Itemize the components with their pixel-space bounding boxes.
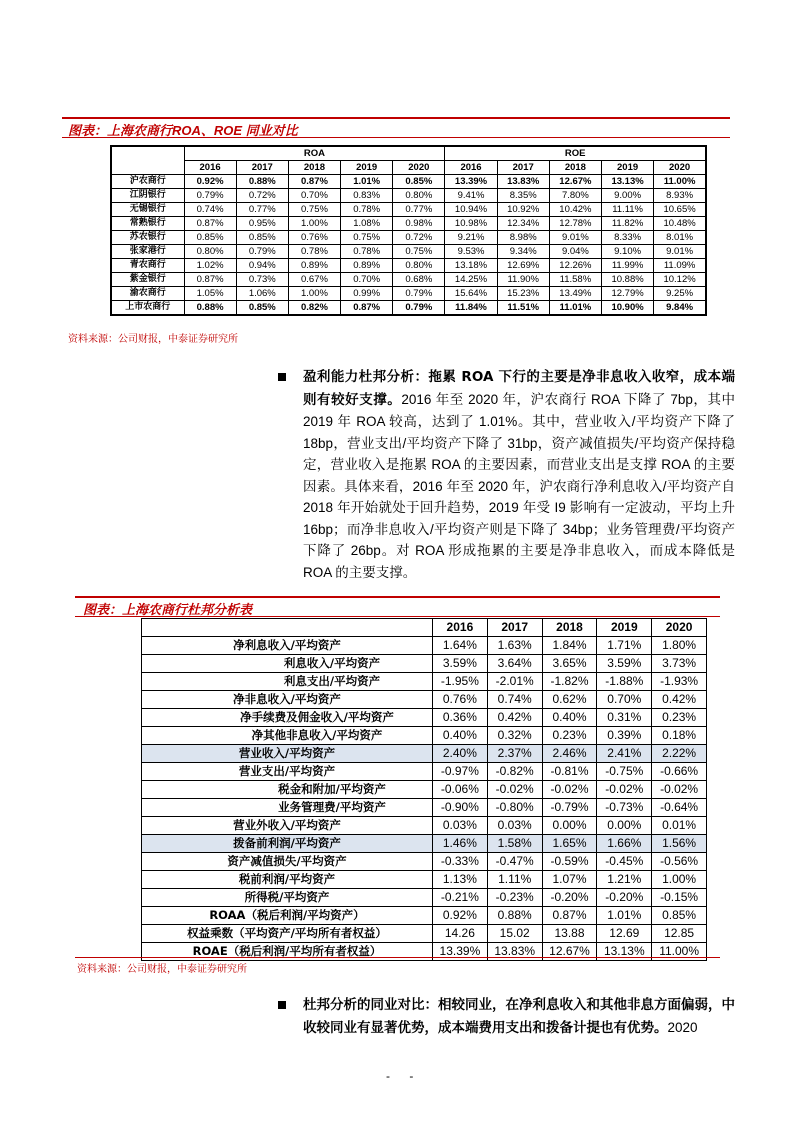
roa-value: 0.79% xyxy=(236,245,288,259)
roa-value: 0.72% xyxy=(393,231,445,245)
table-row xyxy=(111,175,706,189)
roe-value: 8.35% xyxy=(497,189,549,203)
metric-value: 1.07% xyxy=(542,871,597,889)
roa-value: 0.87% xyxy=(288,175,340,189)
roe-value: 11.00% xyxy=(654,175,706,189)
metric-value: 3.64% xyxy=(487,655,542,673)
roa-value: 0.75% xyxy=(393,245,445,259)
metric-value: -0.06% xyxy=(433,781,488,799)
bank-name: 张家港行 xyxy=(111,245,184,259)
metric-value: 0.76% xyxy=(433,691,488,709)
paragraph-dupont-analysis xyxy=(303,366,735,583)
paragraph-lead: 杜邦分析的同业对比：相较同业，在净利息收入和其他非息方面偏弱，中收较同业有显著优势，成本端费用支出和拨备计提也有优势。 xyxy=(303,997,735,1036)
roe-value: 9.21% xyxy=(445,231,497,245)
roa-value: 0.79% xyxy=(393,301,445,316)
metric-value: -0.02% xyxy=(597,781,652,799)
bullet-icon xyxy=(278,373,286,381)
roe-value: 9.04% xyxy=(549,245,601,259)
metric-value: 1.65% xyxy=(542,835,597,853)
roa-value: 0.87% xyxy=(184,273,236,287)
roa-value: 1.00% xyxy=(288,287,340,301)
metric-value: 1.80% xyxy=(652,637,707,655)
year-header-row xyxy=(111,161,706,175)
dupont-analysis-table xyxy=(141,618,707,961)
metric-value: -0.47% xyxy=(487,853,542,871)
metric-value: -0.59% xyxy=(542,853,597,871)
roa-value: 1.00% xyxy=(288,217,340,231)
roa-value: 0.78% xyxy=(341,203,393,217)
metric-value: 2.40% xyxy=(433,745,488,763)
metric-value: 1.71% xyxy=(597,637,652,655)
roa-value: 0.76% xyxy=(288,231,340,245)
roa-value: 0.67% xyxy=(288,273,340,287)
roe-value: 15.23% xyxy=(497,287,549,301)
metric-value: -0.45% xyxy=(597,853,652,871)
metric-value: -2.01% xyxy=(487,673,542,691)
metric-value: 13.88 xyxy=(542,925,597,943)
roa-value: 0.80% xyxy=(184,245,236,259)
divider xyxy=(75,957,720,958)
metric-value: 1.64% xyxy=(433,637,488,655)
year-header: 2016 xyxy=(445,161,497,175)
metric-value: -0.73% xyxy=(597,799,652,817)
table-row xyxy=(142,727,707,745)
metric-value: 1.46% xyxy=(433,835,488,853)
year-header: 2018 xyxy=(549,161,601,175)
table-row xyxy=(142,763,707,781)
roe-value: 11.51% xyxy=(497,301,549,316)
metric-label: 营业支出/平均资产 xyxy=(142,763,433,781)
metric-label: 资产减值损失/平均资产 xyxy=(142,853,433,871)
roa-value: 0.88% xyxy=(236,175,288,189)
table-row xyxy=(111,231,706,245)
roe-value: 11.84% xyxy=(445,301,497,316)
roa-value: 0.77% xyxy=(236,203,288,217)
bank-name: 青农商行 xyxy=(111,259,184,273)
metric-value: 0.70% xyxy=(597,691,652,709)
metric-value: 0.23% xyxy=(542,727,597,745)
group-header-roe: ROE xyxy=(445,146,706,161)
year-header: 2017 xyxy=(236,161,288,175)
metric-value: 0.36% xyxy=(433,709,488,727)
metric-value: 2.41% xyxy=(597,745,652,763)
figure1-source: 资料来源：公司财报，中泰证券研究所 xyxy=(68,334,238,345)
bank-name: 沪农商行 xyxy=(111,175,184,189)
metric-value: 0.88% xyxy=(487,907,542,925)
roe-value: 9.10% xyxy=(602,245,654,259)
table-row xyxy=(142,871,707,889)
bank-name: 苏农银行 xyxy=(111,231,184,245)
roe-value: 11.01% xyxy=(549,301,601,316)
roa-value: 0.83% xyxy=(341,189,393,203)
metric-value: -0.75% xyxy=(597,763,652,781)
roa-value: 0.89% xyxy=(341,259,393,273)
roe-value: 11.99% xyxy=(602,259,654,273)
table-row xyxy=(142,799,707,817)
metric-value: 0.32% xyxy=(487,727,542,745)
metric-value: -0.66% xyxy=(652,763,707,781)
metric-value: 0.18% xyxy=(652,727,707,745)
metric-value: -0.90% xyxy=(433,799,488,817)
roa-value: 0.92% xyxy=(184,175,236,189)
metric-label: 权益乘数（平均资产/平均所有者权益） xyxy=(142,925,433,943)
metric-label: 税金和附加/平均资产 xyxy=(142,781,433,799)
roa-value: 1.05% xyxy=(184,287,236,301)
corner-cell xyxy=(142,619,433,637)
roe-value: 10.98% xyxy=(445,217,497,231)
metric-value: 1.56% xyxy=(652,835,707,853)
metric-label: 净手续费及佣金收入/平均资产 xyxy=(142,709,433,727)
table-row xyxy=(111,273,706,287)
metric-value: -0.97% xyxy=(433,763,488,781)
metric-value: -0.80% xyxy=(487,799,542,817)
metric-value: 2.22% xyxy=(652,745,707,763)
table-row xyxy=(111,259,706,273)
roa-value: 0.68% xyxy=(393,273,445,287)
metric-value: 2.37% xyxy=(487,745,542,763)
bank-name: 紫金银行 xyxy=(111,273,184,287)
metric-label: 净利息收入/平均资产 xyxy=(142,637,433,655)
metric-value: 3.73% xyxy=(652,655,707,673)
year-header: 2020 xyxy=(652,619,707,637)
year-header: 2018 xyxy=(288,161,340,175)
metric-value: 1.63% xyxy=(487,637,542,655)
roe-value: 13.13% xyxy=(602,175,654,189)
table-row xyxy=(142,889,707,907)
roa-value: 0.87% xyxy=(341,301,393,316)
roa-roe-peer-table xyxy=(110,145,707,316)
metric-value: 0.23% xyxy=(652,709,707,727)
roa-value: 0.89% xyxy=(288,259,340,273)
table-row xyxy=(142,673,707,691)
metric-label: 营业外收入/平均资产 xyxy=(142,817,433,835)
metric-value: 15.02 xyxy=(487,925,542,943)
roe-value: 11.90% xyxy=(497,273,549,287)
roa-value: 0.85% xyxy=(184,231,236,245)
roe-value: 12.79% xyxy=(602,287,654,301)
roe-value: 9.84% xyxy=(654,301,706,316)
roa-value: 0.87% xyxy=(184,217,236,231)
table-row xyxy=(142,637,707,655)
divider xyxy=(75,616,720,617)
roe-value: 9.25% xyxy=(654,287,706,301)
table-row xyxy=(142,817,707,835)
year-header: 2020 xyxy=(654,161,706,175)
table-row xyxy=(111,189,706,203)
divider xyxy=(62,137,730,138)
metric-value: 0.40% xyxy=(433,727,488,745)
metric-value: 12.69 xyxy=(597,925,652,943)
metric-value: 0.62% xyxy=(542,691,597,709)
metric-value: 0.92% xyxy=(433,907,488,925)
roe-value: 9.01% xyxy=(549,231,601,245)
year-header: 2017 xyxy=(497,161,549,175)
metric-value: 1.58% xyxy=(487,835,542,853)
metric-value: 2.46% xyxy=(542,745,597,763)
metric-label: 拨备前利润/平均资产 xyxy=(142,835,433,853)
roa-value: 0.94% xyxy=(236,259,288,273)
table-row xyxy=(111,301,706,316)
table-row xyxy=(142,655,707,673)
roe-value: 9.01% xyxy=(654,245,706,259)
metric-value: -0.20% xyxy=(597,889,652,907)
metric-value: 14.26 xyxy=(433,925,488,943)
table-row xyxy=(111,217,706,231)
roe-value: 11.58% xyxy=(549,273,601,287)
roa-value: 0.79% xyxy=(184,189,236,203)
metric-label: 净其他非息收入/平均资产 xyxy=(142,727,433,745)
metric-label: 业务管理费/平均资产 xyxy=(142,799,433,817)
table-row xyxy=(142,835,707,853)
metric-value: 1.00% xyxy=(652,871,707,889)
roe-value: 10.88% xyxy=(602,273,654,287)
roe-value: 10.42% xyxy=(549,203,601,217)
bullet-icon xyxy=(278,1001,286,1009)
roe-value: 10.48% xyxy=(654,217,706,231)
metric-value: 13.13% xyxy=(597,943,652,961)
year-header: 2019 xyxy=(341,161,393,175)
bank-name: 上市农商行 xyxy=(111,301,184,316)
roa-value: 0.88% xyxy=(184,301,236,316)
metric-value: 1.01% xyxy=(597,907,652,925)
roa-value: 0.70% xyxy=(341,273,393,287)
metric-value: -0.02% xyxy=(542,781,597,799)
roa-value: 1.01% xyxy=(341,175,393,189)
roe-value: 12.78% xyxy=(549,217,601,231)
metric-value: 1.66% xyxy=(597,835,652,853)
roe-value: 13.18% xyxy=(445,259,497,273)
group-header-roa: ROA xyxy=(184,146,445,161)
roa-value: 0.73% xyxy=(236,273,288,287)
roa-value: 0.85% xyxy=(236,231,288,245)
divider xyxy=(62,117,730,119)
table-row xyxy=(142,781,707,799)
roe-value: 15.64% xyxy=(445,287,497,301)
metric-value: 1.21% xyxy=(597,871,652,889)
metric-label: ROAE（税后利润/平均所有者权益） xyxy=(142,943,433,961)
roe-value: 11.82% xyxy=(602,217,654,231)
metric-value: -0.23% xyxy=(487,889,542,907)
roa-value: 0.78% xyxy=(288,245,340,259)
roe-value: 14.25% xyxy=(445,273,497,287)
table-row xyxy=(111,203,706,217)
metric-value: 0.31% xyxy=(597,709,652,727)
roe-value: 8.98% xyxy=(497,231,549,245)
roa-value: 0.95% xyxy=(236,217,288,231)
roe-value: 9.41% xyxy=(445,189,497,203)
roe-value: 12.69% xyxy=(497,259,549,273)
table-row xyxy=(142,907,707,925)
metric-value: 12.85 xyxy=(652,925,707,943)
table-row xyxy=(142,709,707,727)
metric-label: 利息支出/平均资产 xyxy=(142,673,433,691)
metric-value: -0.64% xyxy=(652,799,707,817)
paragraph-body: 2016 年至 2020 年，沪农商行 ROA 下降了 7bp，其中 2019 年 ROA 较高，达到了 1.01%。其中，营业收入/平均资产下降了 18bp，营业支出/平均资产下降了 31bp，资产减值损失/平均资产保持稳定，营业收入是拖累 ROA 的主要因素，而营业支出是支撑 ROA 的主要因素。具体来看，2016 年至 2020 年，沪农商行净利息收入/平均资产自 2018 年开始就处于回升趋势，2019 年受 I9 影响有一定波动，平均上升 16bp；而净非息收入/平均资产则是下降了 34bp；业务管理费/平均资产下降了 26bp。对 ROA 形成拖累的主要是净非息收入，而成本降低是 ROA 的主要支撑。 xyxy=(303,391,736,580)
table-row xyxy=(142,853,707,871)
roe-value: 10.92% xyxy=(497,203,549,217)
metric-value: 1.84% xyxy=(542,637,597,655)
roe-value: 9.53% xyxy=(445,245,497,259)
roa-value: 1.06% xyxy=(236,287,288,301)
metric-value: 13.83% xyxy=(487,943,542,961)
roe-value: 10.94% xyxy=(445,203,497,217)
roa-value: 1.02% xyxy=(184,259,236,273)
roa-value: 0.85% xyxy=(236,301,288,316)
roa-value: 0.82% xyxy=(288,301,340,316)
metric-value: -1.93% xyxy=(652,673,707,691)
metric-value: -0.56% xyxy=(652,853,707,871)
table-row xyxy=(111,287,706,301)
metric-value: 0.01% xyxy=(652,817,707,835)
metric-value: 1.13% xyxy=(433,871,488,889)
metric-value: -0.15% xyxy=(652,889,707,907)
roa-value: 0.75% xyxy=(341,231,393,245)
roe-value: 12.67% xyxy=(549,175,601,189)
roe-value: 10.12% xyxy=(654,273,706,287)
figure2-source: 资料来源：公司财报，中泰证券研究所 xyxy=(77,964,247,975)
roa-value: 0.98% xyxy=(393,217,445,231)
year-header: 2016 xyxy=(184,161,236,175)
paragraph-body: 2020 xyxy=(667,1019,698,1035)
metric-value: 0.03% xyxy=(433,817,488,835)
metric-value: -0.21% xyxy=(433,889,488,907)
table-row xyxy=(142,925,707,943)
roe-value: 9.34% xyxy=(497,245,549,259)
roa-value: 0.70% xyxy=(288,189,340,203)
roe-value: 12.26% xyxy=(549,259,601,273)
roe-value: 8.01% xyxy=(654,231,706,245)
bank-name: 江阴银行 xyxy=(111,189,184,203)
roa-value: 0.77% xyxy=(393,203,445,217)
paragraph-lead: 盈利能力杜邦分析：拖累 ROA 下行的主要是净非息收入收窄，成本端则有较好支撑。 xyxy=(303,369,735,408)
year-header: 2020 xyxy=(393,161,445,175)
figure1-title: 图表：上海农商行ROA、ROE 同业对比 xyxy=(68,123,298,138)
metric-value: -1.88% xyxy=(597,673,652,691)
paragraph-peer-comparison xyxy=(303,994,735,1039)
metric-label: 税前利润/平均资产 xyxy=(142,871,433,889)
year-header: 2018 xyxy=(542,619,597,637)
metric-label: 净非息收入/平均资产 xyxy=(142,691,433,709)
metric-value: -1.82% xyxy=(542,673,597,691)
metric-value: -1.95% xyxy=(433,673,488,691)
metric-value: 0.03% xyxy=(487,817,542,835)
roa-value: 0.74% xyxy=(184,203,236,217)
metric-value: -0.81% xyxy=(542,763,597,781)
metric-value: 1.11% xyxy=(487,871,542,889)
year-header: 2017 xyxy=(487,619,542,637)
metric-value: 0.40% xyxy=(542,709,597,727)
metric-label: 利息收入/平均资产 xyxy=(142,655,433,673)
year-header: 2016 xyxy=(433,619,488,637)
roe-value: 13.49% xyxy=(549,287,601,301)
metric-value: 0.39% xyxy=(597,727,652,745)
metric-value: 12.67% xyxy=(542,943,597,961)
metric-value: 3.65% xyxy=(542,655,597,673)
roe-value: 8.33% xyxy=(602,231,654,245)
roa-value: 1.08% xyxy=(341,217,393,231)
metric-value: 3.59% xyxy=(597,655,652,673)
page-number: - - xyxy=(386,1069,422,1083)
roe-value: 10.90% xyxy=(602,301,654,316)
bank-name: 渝农商行 xyxy=(111,287,184,301)
year-header: 2019 xyxy=(602,161,654,175)
table-row xyxy=(142,745,707,763)
table-row xyxy=(142,691,707,709)
metric-label: 营业收入/平均资产 xyxy=(142,745,433,763)
roe-value: 9.00% xyxy=(602,189,654,203)
roa-value: 0.79% xyxy=(393,287,445,301)
roe-value: 12.34% xyxy=(497,217,549,231)
metric-value: 0.00% xyxy=(542,817,597,835)
metric-value: 3.59% xyxy=(433,655,488,673)
metric-value: 0.85% xyxy=(652,907,707,925)
roa-value: 0.72% xyxy=(236,189,288,203)
roe-value: 10.65% xyxy=(654,203,706,217)
metric-label: ROAA（税后利润/平均资产） xyxy=(142,907,433,925)
roa-value: 0.78% xyxy=(341,245,393,259)
metric-value: 0.74% xyxy=(487,691,542,709)
metric-value: 13.39% xyxy=(433,943,488,961)
metric-value: -0.02% xyxy=(652,781,707,799)
roe-value: 7.80% xyxy=(549,189,601,203)
roa-value: 0.75% xyxy=(288,203,340,217)
metric-value: 0.42% xyxy=(652,691,707,709)
bank-name: 常熟银行 xyxy=(111,217,184,231)
roe-value: 13.83% xyxy=(497,175,549,189)
table-row xyxy=(111,245,706,259)
metric-value: -0.02% xyxy=(487,781,542,799)
roe-value: 13.39% xyxy=(445,175,497,189)
year-header: 2019 xyxy=(597,619,652,637)
roa-value: 0.99% xyxy=(341,287,393,301)
group-header-row xyxy=(111,146,706,161)
roa-value: 0.80% xyxy=(393,259,445,273)
metric-value: -0.33% xyxy=(433,853,488,871)
metric-value: -0.82% xyxy=(487,763,542,781)
metric-label: 所得税/平均资产 xyxy=(142,889,433,907)
roa-value: 0.80% xyxy=(393,189,445,203)
divider xyxy=(75,596,720,598)
roe-value: 8.93% xyxy=(654,189,706,203)
corner-cell xyxy=(111,146,184,175)
metric-value: -0.20% xyxy=(542,889,597,907)
metric-value: 0.87% xyxy=(542,907,597,925)
roa-value: 0.85% xyxy=(393,175,445,189)
metric-value: 0.00% xyxy=(597,817,652,835)
metric-value: 0.42% xyxy=(487,709,542,727)
roe-value: 11.11% xyxy=(602,203,654,217)
bank-name: 无锡银行 xyxy=(111,203,184,217)
metric-value: 11.00% xyxy=(652,943,707,961)
year-header-row xyxy=(142,619,707,637)
figure2-title: 图表：上海农商行杜邦分析表 xyxy=(83,602,253,617)
metric-value: -0.79% xyxy=(542,799,597,817)
roe-value: 11.09% xyxy=(654,259,706,273)
